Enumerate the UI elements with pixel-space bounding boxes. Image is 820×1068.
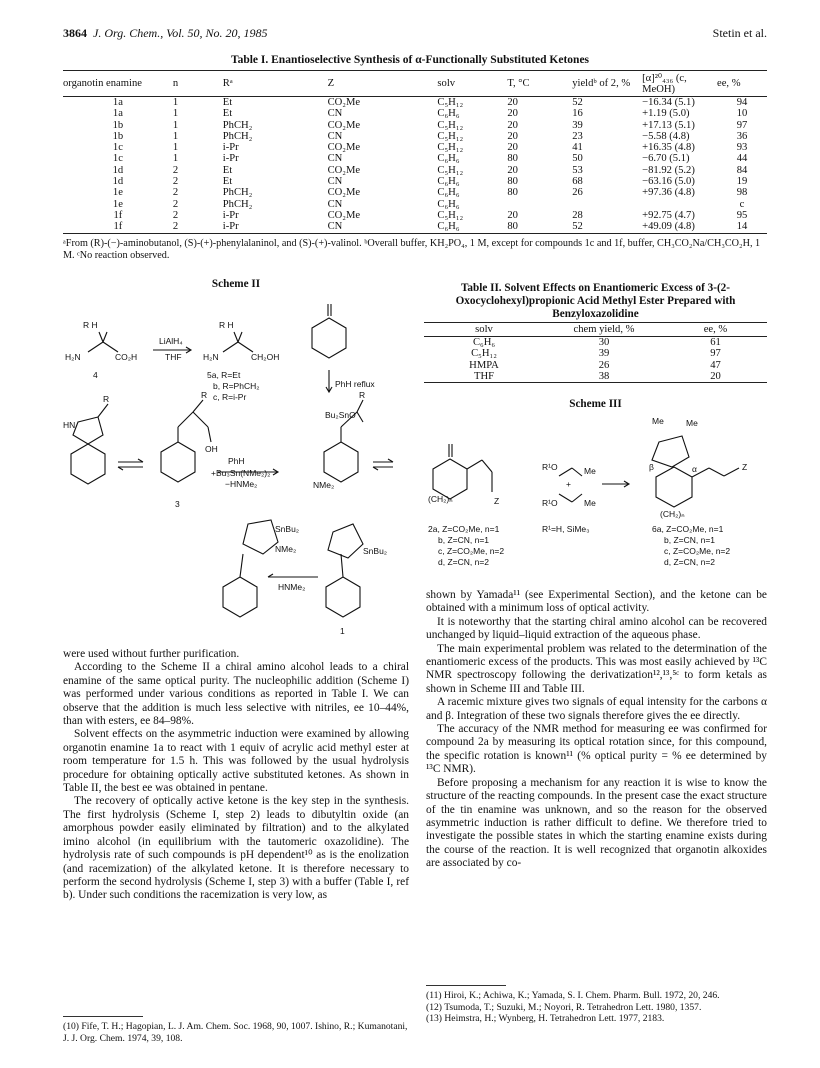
table1-row [63,142,767,153]
table1-cell: i-Pr [222,153,239,165]
table1-cell: 1b [112,119,124,131]
scheme2-text: H₂N [203,352,219,362]
scheme3-text: R¹O [542,498,558,508]
table1-col-header: T, °C [507,71,572,97]
scheme2-reagent: NMe₂ [313,480,335,490]
table1-cell: 19 [736,176,748,188]
table1-cell: 1d [112,164,124,176]
scheme3-list-item: b, Z=CN, n=1 [664,535,716,545]
running-authors: Stetin et al. [712,26,767,40]
scheme3-text: (CH₂)ₙ [660,509,685,519]
table1-cell: C₆H₆ [437,221,507,233]
table1-cell: 95 [736,209,748,221]
table1-col-header: [α]²⁰₄₃₆ (c, MeOH) [642,71,717,97]
scheme2-substituent: 5a, R=Et [207,370,241,380]
footnote-item: (10) Fife, T. H.; Hagopian, L. J. Am. Chem. Soc. 1968, 90, 1007. Ishino, R.; Kumanotani, J. J. Org. Chem. 1974, 39, 108. [63,1021,408,1044]
scheme3-text: Me [584,498,596,508]
table1-cell: C₅H₁₂ [437,209,464,221]
table1-cell: 52 [572,221,642,233]
table1 [63,70,767,234]
table1-cell: 50 [572,153,583,165]
scheme3-text: (CH₂)ₙ [428,494,453,504]
table1-cell: 80 [507,176,518,188]
table1-cell: 26 [572,187,583,199]
table1-cell: PhCH₂ [222,187,253,199]
table1-cell: CN [328,221,438,233]
scheme3-diagram [424,412,767,582]
scheme2-reagent: −HNMe₂ [225,479,258,489]
table1-cell: 10 [736,108,748,120]
table1-cell: 20 [507,142,518,154]
scheme2-reagent: THF [165,352,182,362]
scheme3-list-item: d, Z=CN, n=2 [664,557,716,567]
table1-cell: 44 [736,153,748,165]
table1-cell: CN [327,198,343,210]
scheme3-list-item: b, Z=CN, n=1 [438,535,490,545]
scheme3-list-item: R¹=H, SiMe₃ [542,524,590,534]
table1-cell: 20 [507,209,518,221]
table1-cell: 20 [507,97,518,108]
table1-cell: +1.19 (5.0) [642,108,690,120]
table1-cell: 14 [717,221,767,233]
table1-row [63,165,767,176]
table2-cell: 30 [598,337,610,348]
table1-cell: CN [327,108,343,120]
table1-cell: 1d [112,176,124,188]
scheme3-text: Me [584,466,596,476]
table1-cell: 1a [112,97,123,108]
table1-cell: CO₂Me [327,209,361,221]
table1-cell: 53 [572,164,583,176]
table1-cell: 1 [172,97,179,108]
table1-col-header: yieldᵇ of 2, % [572,71,642,97]
scheme3-text: Me [686,418,698,428]
table1-cell: 68 [572,176,583,188]
scheme3-text: Z [742,462,748,472]
table1-cell: −6.70 (5.1) [642,153,690,165]
table1-row [63,176,767,187]
scheme3-text: β [649,462,654,472]
scheme3-text: Z [494,496,500,506]
table2-cell: 97 [710,348,721,360]
scheme3-text: Me [652,416,664,426]
table1-cell: 28 [572,209,583,221]
scheme2-reagent: Bu₂SnO [325,410,356,420]
table1-cell: CO₂Me [327,164,361,176]
scheme2-text: CO₂H [115,352,138,362]
table1-cell: 98 [736,187,748,199]
table2-col-header: chem yield, % [544,323,664,337]
table1-col-header: ee, % [717,71,767,97]
table1-cell: 2 [172,209,179,221]
table2-row [424,371,767,383]
table1-cell: 2 [173,221,223,233]
table1-row [63,153,767,164]
table1-cell: C₆H₆ [437,187,460,199]
table1-cell: CN [327,176,343,188]
table1-cell: CO₂Me [327,187,361,199]
scheme2-text: H₂N [65,352,81,362]
table1-col-header: Z [328,71,438,97]
table1-cell: 39 [572,119,583,131]
table2-cell: 47 [710,359,721,371]
body-paragraph: The main experimental problem was related to the determination of the enantiomeric excess of the products. This was most easily achieved by ¹³C NMR spectroscopy following the derivatization¹²,¹³,⁵ᶜ to form ketals as shown in Scheme III and Table III. [426,642,767,695]
table1-cell: 1c [112,153,123,165]
table1-header-row [63,71,767,97]
table1-row [63,221,767,233]
left-column-text [63,648,409,903]
scheme2-title: Scheme II [211,278,261,290]
table1-cell: −5.58 (4.8) [642,130,690,142]
scheme2-diagram [63,292,409,644]
scheme2-text: R [359,390,366,400]
table1-cell: 1 [172,142,179,154]
scheme2-reagent: HNMe₂ [278,582,306,592]
table1-cell: 1a [112,108,123,120]
table1-cell: −16.34 (5.1) [642,97,695,108]
table1-row [63,108,767,119]
scheme2-reagent: SnBu₂ [275,524,300,534]
scheme3-text: + [566,479,571,489]
table2-row [424,348,767,359]
table1-row [63,131,767,142]
body-paragraph: It is noteworthy that the starting chiral amino alcohol can be recovered unchanged by liquid–liquid extraction of the aqueous phase. [426,615,767,642]
table1-row [63,187,767,198]
table1-cell: PhCH₂ [222,198,253,210]
table1-cell: 84 [736,164,748,176]
table2-cell: 38 [544,371,664,383]
table1-cell: 1e [112,187,123,199]
table1-cell: 1b [112,130,124,142]
table1-cell: +92.75 (4.7) [642,209,695,221]
scheme2-reagent: PhH [228,456,245,466]
table1-row [63,120,767,131]
table1-cell [572,199,642,210]
scheme3-list-item: c, Z=CO₂Me, n=2 [438,546,505,556]
table1-cell: C₅H₁₂ [437,142,464,154]
table1-cell: +16.35 (4.8) [642,142,695,154]
body-paragraph: A racemic mixture gives two signals of equal intensity for the carbons α and β. Integration of these two signals therefore gives the ee directly. [426,696,767,722]
table1-cell: 94 [736,97,748,108]
scheme3-text: R¹O [542,462,558,472]
scheme2-text: R H [219,320,234,330]
table2-header-row [424,323,767,337]
table1-title: Table I. Enantioselective Synthesis of α-Functionally Substituted Ketones [230,54,590,66]
compound-label: 4 [93,370,98,380]
table1-cell: 93 [736,142,748,154]
table1-cell: +49.09 (4.8) [642,221,717,233]
scheme2-text: HN [63,420,76,430]
table2-cell: HMPA [469,359,499,371]
table1-cell: 1f [63,221,173,233]
table1-cell: C₆H₆ [437,198,460,210]
table1-cell: C₅H₁₂ [437,97,464,108]
table2-cell: THF [424,371,544,383]
table1-cell: 20 [507,164,518,176]
table1-cell: c [739,198,745,210]
scheme2-text: R [201,390,208,400]
scheme2-reagent: PhH reflux [335,379,375,389]
table1-cell: 1 [172,108,179,120]
table1-row [63,199,767,210]
scheme3-list-item: 2a, Z=CO₂Me, n=1 [428,524,500,534]
footnote-divider [426,985,506,986]
table1-col-header: n [173,71,223,97]
table1-cell: 1e [112,198,123,210]
table2-title: Table II. Solvent Effects on Enantiomeric Excess of 3-(2-Oxocyclohexyl)propionic Acid Methyl Ester Prepared with Benzyloxazolidine [455,282,736,320]
table1-cell: 20 [507,119,518,131]
scheme2-substituent: c, R=i-Pr [213,392,247,402]
page-header-left [63,26,268,41]
table2-col-header: solv [424,323,544,337]
footnote-item: (11) Hiroi, K.; Achiwa, K.; Yamada, S. I. Chem. Pharm. Bull. 1972, 20, 246. [426,990,720,1001]
table1-cell: CO₂Me [327,119,361,131]
table2-cell: 61 [710,337,721,348]
scheme3-list-item: 6a, Z=CO₂Me, n=1 [652,524,724,534]
table1-cell: PhCH₂ [222,130,253,142]
table1-cell: 80 [507,221,572,233]
scheme3-text: α [692,464,697,474]
table1-cell: 80 [507,153,518,165]
table2-col-header: ee, % [664,323,767,337]
table1-cell: Et [222,176,233,188]
table1-col-header: solv [437,71,507,97]
scheme2-text: OH [205,444,218,454]
table1-cell: 52 [572,97,583,108]
scheme2-substituent: b, R=PhCH₂ [213,381,260,391]
footnote-item: (12) Tsumoda, T.; Suzuki, M.; Noyori, R. Tetrahedron Lett. 1980, 1357. [426,1001,702,1013]
table1-cell: C₅H₁₂ [437,119,464,131]
table1-cell: 20 [507,108,518,120]
table1-row [63,97,767,109]
table1-cell: C₆H₆ [437,153,460,165]
table1-cell: 2 [172,198,179,210]
table1-cell: 1 [172,119,179,131]
body-paragraph: shown by Yamada¹¹ (see Experimental Section), and the ketone can be obtained with a minimum loss of optical activity. [426,589,767,615]
scheme2-reagent: +Bu₃Sn(NMe₂)₂ [211,468,271,478]
scheme2-text: R H [83,320,98,330]
table2-cell: 39 [598,348,610,360]
table2-row [424,360,767,371]
table1-cell: 2 [172,176,179,188]
table1-cell: 80 [507,187,518,199]
scheme2-reagent: LiAlH₄ [159,336,183,346]
journal-citation: J. Org. Chem., Vol. 50, No. 20, 1985 [93,26,268,40]
table1-cell: 1f [113,209,123,221]
table1-cell: i-Pr [223,221,328,233]
scheme2-reagent: NMe₂ [275,544,297,554]
table1-cell: CN [327,153,343,165]
scheme3-title: Scheme III [569,398,622,410]
table1-cell: 2 [172,187,179,199]
table1-cell: Et [222,164,233,176]
table1-cell: C₆H₆ [437,176,460,188]
body-paragraph: According to the Scheme II a chiral amino alcohol leads to a chiral enamine of the same optical purity. The nucleophilic addition (Scheme I) was performed under various conditions as reported in Table I. We can observe that the addition is much less selective with nitriles, ee 10–44%, than with esters, ee 84–98%. [63,661,409,728]
footnote-item: (13) Heimstra, H.; Wynberg, H. Tetrahedron Lett. 1977, 2183. [426,1013,665,1024]
table1-cell: 41 [572,142,583,154]
table1-cell: 20 [507,130,518,142]
scheme2-text: CH₂OH [251,352,280,362]
table1-cell: C₆H₆ [437,108,460,120]
table1-cell: −63.16 (5.0) [642,176,695,188]
table1-cell: 16 [572,108,583,120]
table1-cell: 23 [572,130,583,142]
footnotes-right [426,985,767,1025]
table2-cell: 20 [664,371,767,383]
table1-cell: i-Pr [222,209,239,221]
table2-cell: C₅H₁₂ [471,348,497,360]
table1-row [63,210,767,221]
footnote-divider [63,1016,143,1017]
body-paragraph: were used without further purification. [63,648,240,660]
table1-cell: CO₂Me [327,97,361,108]
table1-col-header: Rᵃ [223,71,328,97]
footnotes-left [63,1016,409,1044]
table1-cell: CO₂Me [327,142,361,154]
table1-cell: 1c [112,142,123,154]
table1-cell: C₅H₁₂ [437,164,464,176]
table1-cell: Et [222,97,233,108]
table1-cell: i-Pr [222,142,239,154]
table1-cell: +97.36 (4.8) [642,187,695,199]
body-paragraph: Before proposing a mechanism for any reaction it is wise to know the structure of the reacting compounds. In the present case the exact structure of the tin enamine was unknown, and so the reason for the observed asymmetric induction is rather difficult to define. We therefore tried to investigate the possible states in which the starting enamine exists during the course of the reaction. It is well recognized that organotin alkoxides are associated by co- [426,776,767,870]
table1-cell: +17.13 (5.1) [642,119,695,131]
table1-cell: 2 [172,164,179,176]
compound-label: 1 [340,626,345,636]
compound-label: 3 [175,499,180,509]
table1-cell: PhCH₂ [222,119,253,131]
table1-cell: 36 [736,130,748,142]
table1-cell: Et [222,108,233,120]
scheme3-list-item: c, Z=CO₂Me, n=2 [664,546,731,556]
table1-cell [642,199,717,210]
table1-cell: 1 [172,130,179,142]
body-paragraph: The accuracy of the NMR method for measuring ee was confirmed for compound 2a by measuring its optical rotation since, for this compound, the specific rotation is known¹¹ (% optical purity = % ee determined by ¹³C NMR). [426,723,767,776]
table1-cell [507,199,572,210]
page-number: 3864 [63,26,87,40]
body-paragraph: Solvent effects on the asymmetric induction were examined by allowing organotin enamine 1a to react with 1 equiv of acrylic acid methyl ester at room temperature for 1.5 h. This was followed by the usual hydrolysis procedure for obtaining optically active substituted ketones. As shown in Table II, the best ee was obtained in pentane. [63,728,409,795]
table2-cell: C₆H₆ [472,337,496,348]
table1-col-header: organotin enamine [63,71,173,97]
right-column-text [426,589,767,871]
body-paragraph: The recovery of optically active ketone is the key step in the synthesis. The first hydrolysis (Scheme I, step 2) leads to dibutyltin oxide (an amorphous powder easily eliminated by filtration) and to the alkylated imino alcohol (in equilibrium with the tautomeric oxazolidine). The hydrolysis rate of such compounds is pH dependent¹⁰ as is the enolization (and racemization) of the alkylated ketone. It is therefore necessary to perform the second hydrolysis (Scheme I, step 3) with a buffer (Table I, ref b). Under such conditions the racemization is very low, as [63,795,409,902]
table2 [424,322,767,383]
table1-footnote: ᵃFrom (R)-(−)-aminobutanol, (S)-(+)-phenylalaninol, and (S)-(+)-valinol. ᵇOverall buffer, KH₂PO₄, 1 M, except for compounds 1c and 1f, buffer, CH₃CO₂Na/CH₃CO₂H, 1 M. ᶜNo reaction observed. [63,238,761,261]
table1-cell: C₅H₁₂ [437,130,464,142]
table1-cell: CN [327,130,343,142]
table1-cell: −81.92 (5.2) [642,164,695,176]
table1-cell: 1 [172,153,179,165]
scheme2-text: R [103,394,110,404]
scheme2-reagent: SnBu₂ [363,546,388,556]
table2-cell: 26 [598,359,610,371]
table2-row [424,337,767,349]
scheme3-list-item: d, Z=CN, n=2 [438,557,490,567]
table1-cell: 97 [736,119,748,131]
